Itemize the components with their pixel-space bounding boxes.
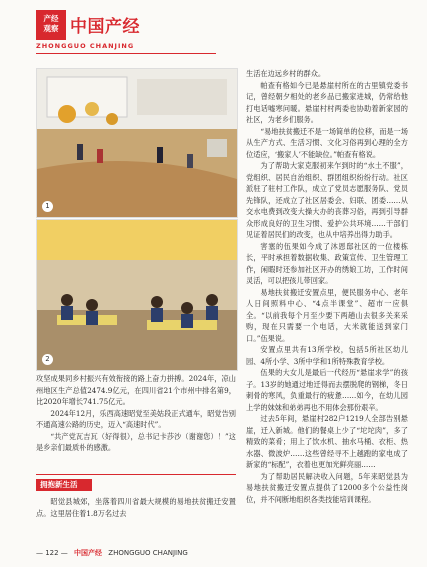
paragraph: 2024年12月，乐西高速昭觉至美姑段正式通车，昭觉告别不通高速公路的历史，迈入“高速时代”。 — [36, 408, 236, 429]
courtyard-illustration — [37, 69, 237, 217]
paragraph: 生活在边远乡村的群众。 — [246, 69, 326, 78]
section-tag — [36, 10, 66, 40]
paragraph: 为了帮助居民解决收入问题，5年来昭觉县为易地扶贫搬迁安置点提供了12000多个公益性岗位，并不间断地组织各类技能培训课程。 — [246, 471, 408, 504]
paragraph: 为了帮助大家克服初来乍到时的“水土不服”，党组织、居民自治组织、群团组织纷纷行动。社区派驻了驻村工作队，成立了党员志愿服务队、党员先锋队，还成立了社区居委会、妇联、团委……从交水电费到改变大操大办的丧葬习俗，再到引导群众形成良好的卫生习惯、爱护公共环境……干部们见证着居民们的改变，也从中培养出得力助手。 — [246, 161, 408, 239]
left-column-text — [36, 373, 236, 454]
footer-brand: 中国产经 — [74, 549, 103, 557]
paragraph: 过去5年间，悬崖村282户1219人全部告别悬崖，迁入新城。他们的餐桌上少了“坨坨肉”，多了精致的菜肴；用上了饮水机、抽水马桶、衣柜、热水器、微波炉……这些曾经寻不上越跑的家电成了新家的“标配”，衣着也更加光鲜亮丽…… — [246, 414, 408, 469]
paragraph: “共产党瓦吉瓦（好得很），总书记卡莎沙（谢谢您）！”这是乡亲们最质朴的感激。 — [36, 431, 236, 452]
right-column-text — [246, 68, 408, 505]
magazine-brand-en: ZHONGGUO CHANJING — [36, 42, 135, 50]
photo-index-badge: 1 — [42, 201, 53, 212]
paragraph: 伍果的大女儿是最后一代经历“悬崖求学”的孩子。13岁的她通过地迁得而去摆脱爬的钢梯，冬日刺骨的寒风，负重最行的疲惫……如今，在幼儿园上学的妹妹和弟弟再也不用体会那份艰辛。 — [246, 368, 408, 412]
paragraph: 易地扶贫搬迁安置点里，便民服务中心、老年人日间照料中心、“4点半课堂”、超市一应俱全。“以前我每个月至少要下两趟山去很多关来采购，现在只需要一个电话，大米就能送到家门口。”伍果说。 — [246, 287, 408, 343]
section-heading-label: 拥抱新生活 — [40, 480, 78, 489]
paragraph: 帕查有格如今已是悬崖村所在的古里镇党委书记，曾经朝夕相处的老乡品已搬家进城，仍常给他打电话嘘寒问暖。悬崖村村两委也协助着新家园的社区，为老乡们服务。 — [246, 80, 408, 124]
section-heading — [36, 474, 236, 491]
paragraph: 害塞的伍果如今成了沐恩邸社区的一位楼栋长，平时承担着数据收集、政策宣传、卫生管理工作，闲暇时还参加社区开办的绣娘工坊，工作时间灵活，可以把孩儿带回家。 — [246, 241, 408, 285]
tag-line-1: 产经 — [43, 14, 59, 23]
paragraph: 昭觉县城郊，坐落着四川省最大规模的易地扶贫搬迁安置点。这里居住着1.8万名过去 — [36, 497, 236, 518]
magazine-brand: 中国产经 — [70, 17, 140, 37]
tag-line-2: 观察 — [43, 24, 59, 33]
footer-brand-en: ZHONGGUO CHANJING — [108, 549, 188, 557]
classroom-illustration — [37, 220, 237, 370]
page-footer — [36, 548, 188, 558]
photo-school-courtyard — [36, 68, 238, 218]
page-header — [0, 0, 427, 56]
paragraph: 安置点里共有13所学校，包括5所社区幼儿园、4所小学、3所中学和1所特殊教育学校。 — [246, 345, 408, 366]
header-rule — [36, 53, 216, 54]
paragraph: 攻坚成果同乡村振兴有效衔接的路上奋力拼搏。2024年，凉山州地区生产总值2474.9亿元，在四川省21个市州中排名第9，比2020年增长741.75亿元。 — [36, 374, 236, 406]
photo-kindergarten-classroom — [36, 219, 238, 371]
left-column-text-2 — [36, 496, 236, 519]
paragraph: “易地扶贫搬迁不是一场简单的位移，而是一场从生产方式、生活习惯、文化习俗再到心理的全方位适应，‘搬家人’不能缺位。”帕查有格说。 — [246, 126, 408, 159]
photo-index-badge: 2 — [42, 354, 53, 365]
page-number: — 122 — — [36, 549, 68, 557]
